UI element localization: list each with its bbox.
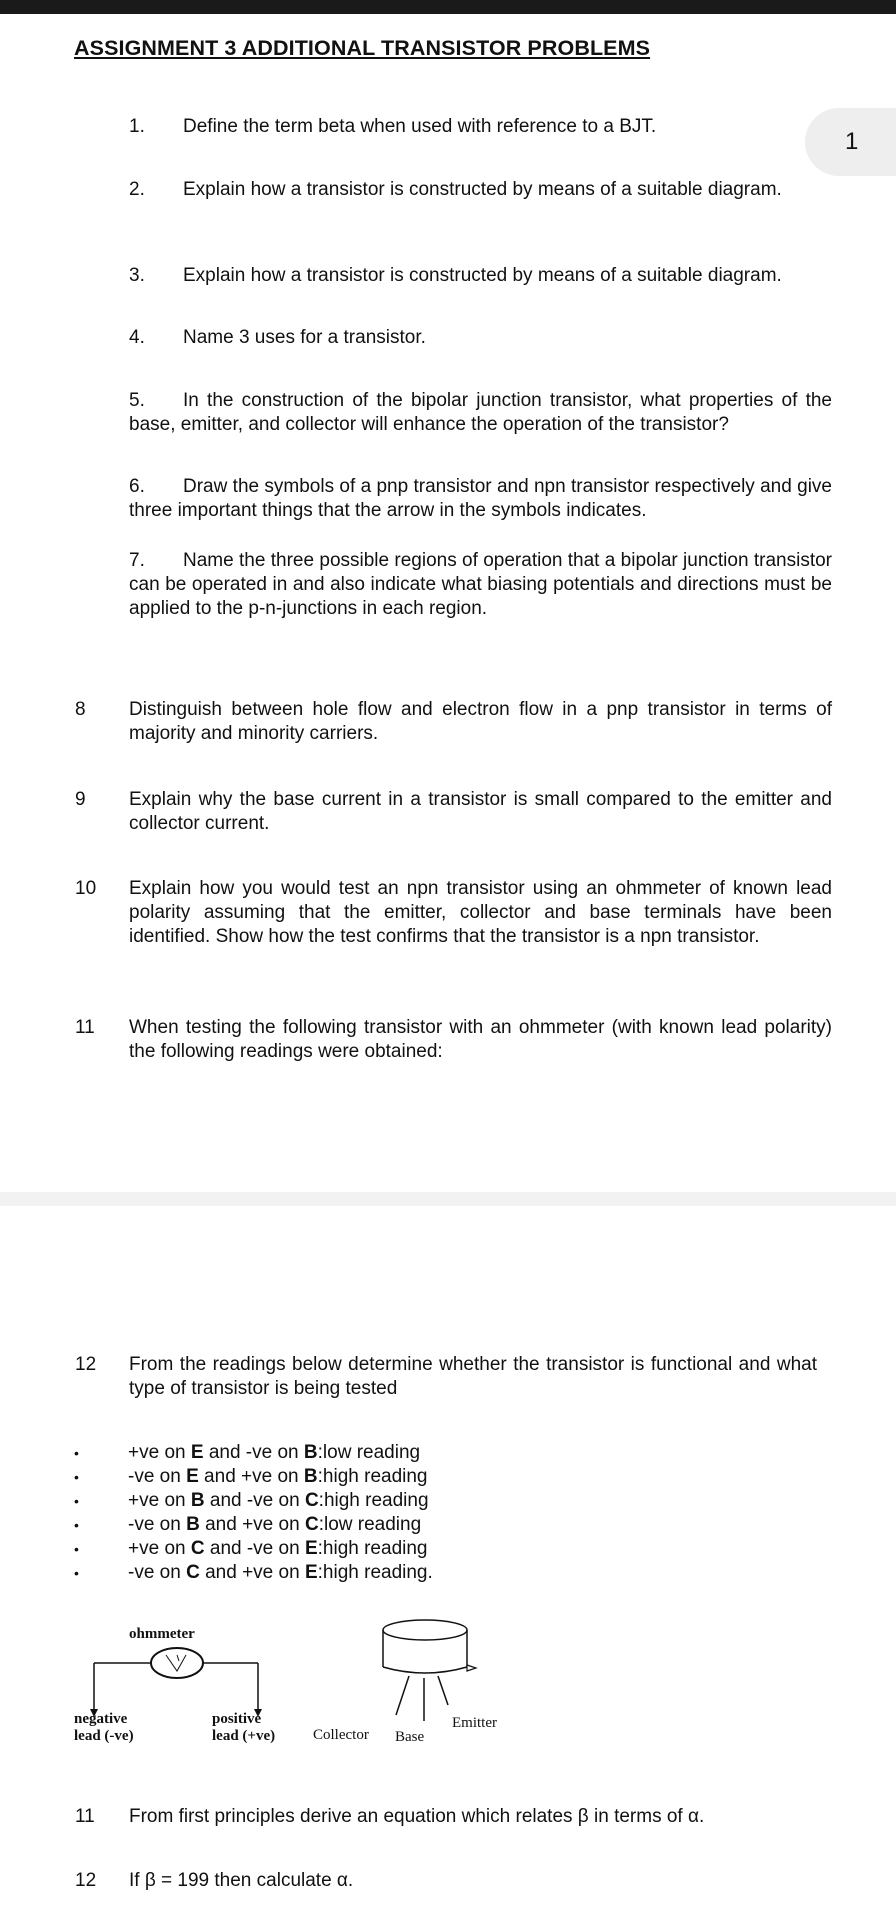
question-text: From the readings below determine whether the transistor is functional and what type of transistor is being tested [129,1354,817,1399]
question-text: Name 3 uses for a transistor. [183,327,426,348]
question-text: Define the term beta when used with reference to a BJT. [183,116,657,137]
question-number: 12 [75,1870,97,1891]
ohmmeter-dial [151,1648,203,1678]
readings-list [74,1441,433,1585]
question-text: From first principles derive an equation which relates β in terms of α. [129,1806,705,1827]
base-label: Base [395,1729,425,1745]
collector-label: Collector [313,1727,369,1743]
question-number: 12 [75,1354,97,1375]
list-item: • +ve on E and -ve on B:low reading [74,1441,433,1465]
question-number: 3. [129,265,145,286]
list-item: • -ve on C and +ve on E:high reading. [74,1561,433,1585]
list-item: • +ve on C and -ve on E:high reading [74,1537,433,1561]
question-number: 4. [129,327,145,348]
list-item: • -ve on B and +ve on C:low reading [74,1513,433,1537]
transistor-tab [467,1665,476,1671]
question-text: Explain how a transistor is constructed by means of a suitable diagram. [183,179,782,200]
question-number: 10 [75,878,97,899]
question-text: Explain why the base current in a transistor is small compared to the emitter and collector current. [129,789,832,834]
collector-pin [396,1676,409,1715]
emitter-label: Emitter [452,1715,497,1731]
list-item: • +ve on B and -ve on C:high reading [74,1489,433,1513]
question-6 [129,475,832,523]
transistor-body [383,1667,467,1673]
question-number: 7. [129,550,145,571]
question-number: 11 [75,1806,95,1827]
question-text: Explain how you would test an npn transistor using an ohmmeter of known lead polarity assuming that the emitter, collector and base terminals have been identified. Show how the test confirms that the transistor is a npn transistor. [129,878,832,947]
question-text: In the construction of the bipolar junction transistor, what properties of the base, emitter, and collector will enhance the operation of the transistor? [129,390,832,435]
question-7 [129,549,832,621]
question-text: Draw the symbols of a pnp transistor and npn transistor respectively and give three important things that the arrow in the symbols indicates. [129,476,832,521]
page-divider [0,1192,896,1206]
question-text: When testing the following transistor with an ohmmeter (with known lead polarity) the following readings were obtained: [129,1017,832,1062]
question-5 [129,389,832,437]
transistor-top [383,1620,467,1640]
page-number: 1 [845,128,859,155]
list-item: • -ve on E and +ve on B:high reading [74,1465,433,1489]
question-number: 8 [75,699,86,720]
question-text: If β = 199 then calculate α. [129,1870,354,1891]
ohmmeter-label: ohmmeter [129,1626,195,1642]
question-number: 1. [129,116,145,137]
question-number: 9 [75,789,86,810]
negative-lead-label: negative lead (-ve) [74,1711,134,1744]
question-number: 2. [129,179,145,200]
page-title: ASSIGNMENT 3 ADDITIONAL TRANSISTOR PROBLEMS [74,36,651,60]
question-text: Distinguish between hole flow and electron flow in a pnp transistor in terms of majority and minority carriers. [129,699,832,744]
question-text: Explain how a transistor is constructed by means of a suitable diagram. [183,265,782,286]
question-number: 6. [129,476,145,497]
question-text: Name the three possible regions of operation that a bipolar junction transistor can be operated in and also indicate what biasing potentials and directions must be applied to the p-n-junctions in each region. [129,550,832,619]
question-number: 5. [129,390,145,411]
top-bar [0,0,896,14]
positive-lead-label: positive lead (+ve) [212,1711,276,1744]
question-number: 11 [75,1017,95,1038]
emitter-pin [438,1676,448,1705]
